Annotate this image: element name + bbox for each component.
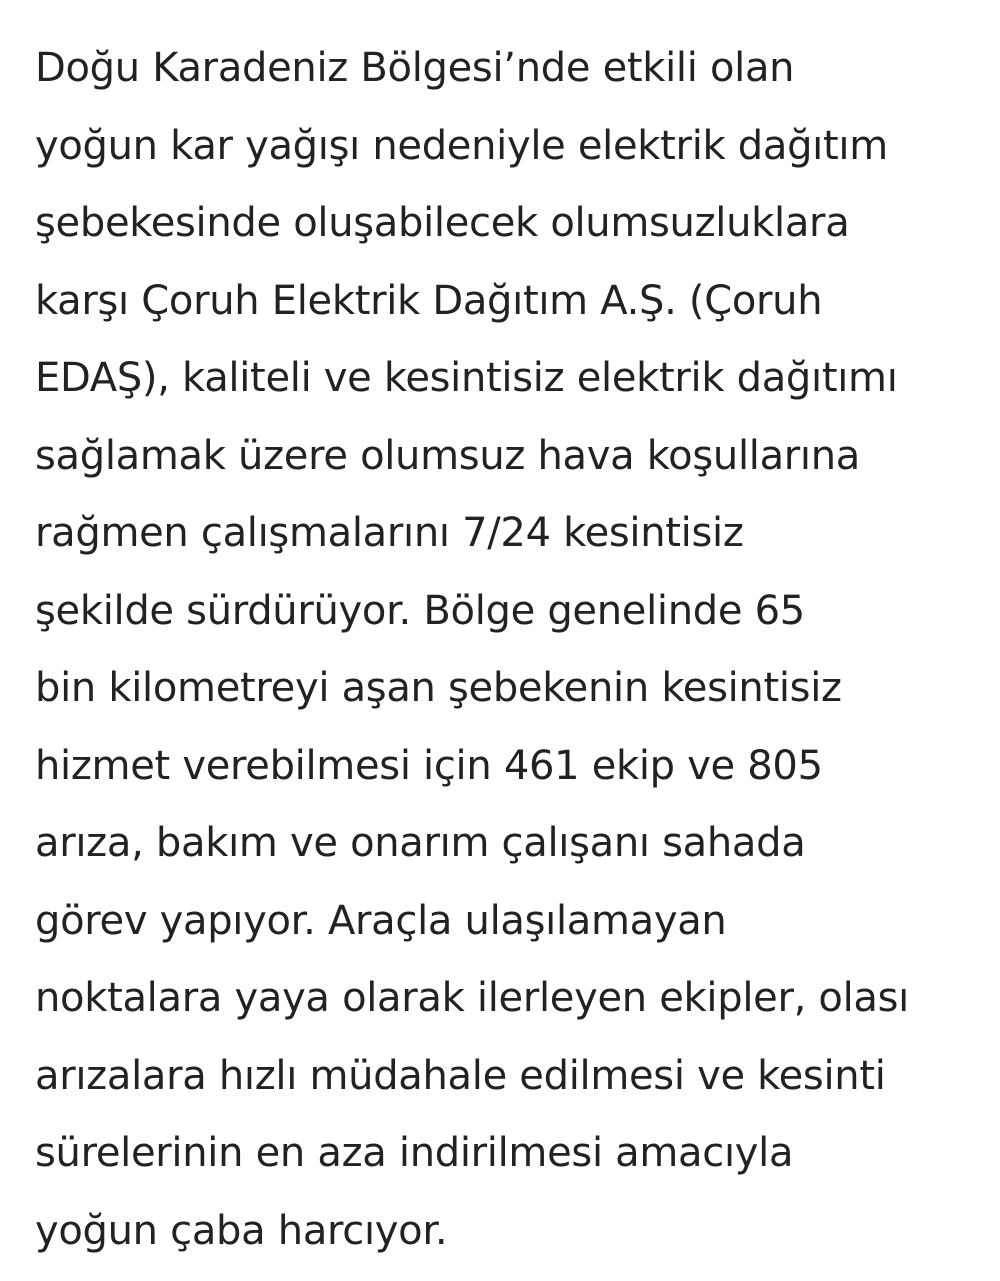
paragraph-line: hizmet verebilmesi için 461 ekip ve 805 bbox=[35, 742, 823, 789]
paragraph-line: rağmen çalışmalarını 7/24 kesintisiz bbox=[35, 510, 744, 556]
paragraph-line: arıza, bakım ve onarım çalışanı sahada bbox=[35, 820, 806, 866]
paragraph-line: şekilde sürdürüyor. Bölge genelinde 65 bbox=[35, 587, 805, 634]
paragraph-line: görev yapıyor. Araçla ulaşılamayan bbox=[35, 897, 727, 944]
paragraph-line: yoğun kar yağışı nedeniyle elektrik dağıtım bbox=[35, 122, 888, 169]
paragraph-line: noktalara yaya olarak ilerleyen ekipler, olası bbox=[35, 975, 909, 1021]
paragraph-line: karşı Çoruh Elektrik Dağıtım A.Ş. (Çoruh bbox=[35, 277, 823, 324]
paragraph-line: sürelerinin en aza indirilmesi amacıyla bbox=[35, 1130, 794, 1176]
paragraph-line: arızalara hızlı müdahale edilmesi ve kesinti bbox=[35, 1052, 886, 1099]
paragraph-line: şebekesinde oluşabilecek olumsuzluklara bbox=[35, 200, 850, 246]
paragraph-line: sağlamak üzere olumsuz hava koşullarına bbox=[35, 432, 860, 479]
paragraph-line: bin kilometreyi aşan şebekenin kesintisiz bbox=[35, 665, 842, 711]
paragraph-line: EDAŞ), kaliteli ve kesintisiz elektrik dağıtımı bbox=[35, 355, 898, 401]
article-body bbox=[35, 30, 985, 1270]
paragraph-line: Doğu Karadeniz Bölgesi’nde etkili olan bbox=[35, 45, 795, 91]
paragraph-line: yoğun çaba harcıyor. bbox=[35, 1207, 448, 1254]
